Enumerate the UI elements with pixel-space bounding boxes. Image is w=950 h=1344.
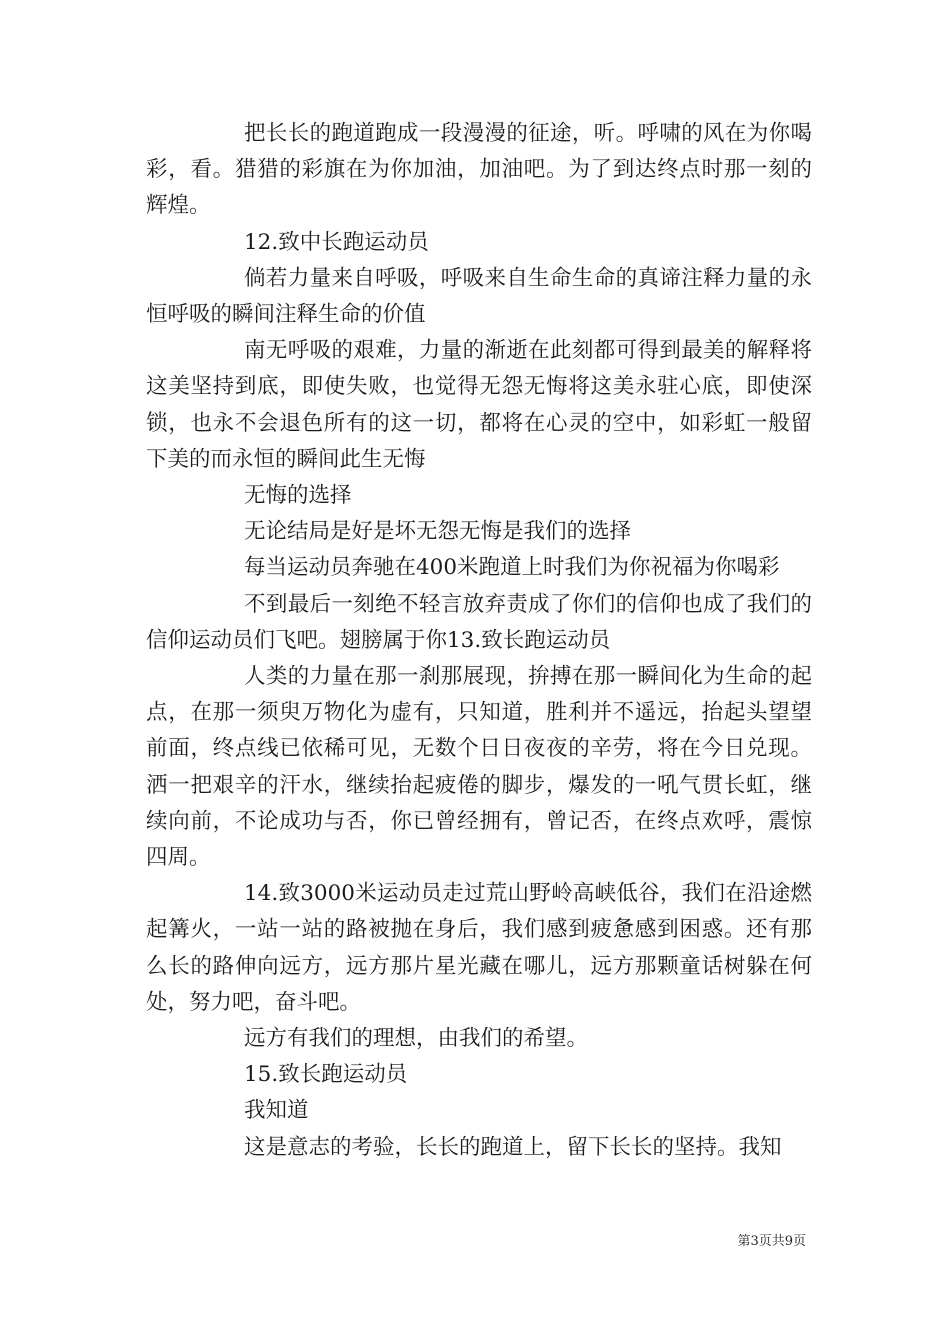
paragraph: 无论结局是好是坏无怨无悔是我们的选择 bbox=[244, 519, 632, 545]
paragraph: 南无呼吸的艰难，力量的渐逝在此刻都可得到最美的解释将这美坚持到底，即使失败，也觉得无怨无悔将这美永驻心底，即使深锁，也永不会退色所有的这一切，都将在心灵的空中，如彩虹一般留下美的而永恒的瞬间此生无悔 bbox=[146, 338, 812, 472]
paragraph: 无悔的选择 bbox=[244, 483, 352, 509]
section-heading: 15.致长跑运动员 bbox=[244, 1062, 408, 1088]
paragraph: 倘若力量来自呼吸，呼吸来自生命生命的真谛注释力量的永恒呼吸的瞬间注释生命的价值 bbox=[146, 265, 812, 328]
paragraph: 不到最后一刻绝不轻言放弃责成了你们的信仰也成了我们的信仰运动员们飞吧。翅膀属于你13.致长跑运动员 bbox=[146, 591, 812, 653]
body-text bbox=[146, 116, 812, 1166]
page-number-footer: 第3页共9页 bbox=[737, 1234, 806, 1249]
paragraph: 这是意志的考验，长长的跑道上，留下长长的坚持。我知 bbox=[244, 1134, 782, 1160]
section-heading: 12.致中长跑运动员 bbox=[244, 229, 429, 255]
paragraph: 14.致3000米运动员走过荒山野岭高峡低谷，我们在沿途燃起篝火，一站一站的路被抛在身后，我们感到疲惫感到困惑。还有那么长的路伸向远方，远方那片星光藏在哪儿，远方那颗童话树躲在何处，努力吧，奋斗吧。 bbox=[146, 881, 812, 1015]
paragraph: 把长长的跑道跑成一段漫漫的征途，听。呼啸的风在为你喝彩，看。猎猎的彩旗在为你加油，加油吧。为了到达终点时那一刻的辉煌。 bbox=[146, 121, 812, 219]
paragraph: 人类的力量在那一刹那展现，拚搏在那一瞬间化为生命的起点，在那一须臾万物化为虚有，只知道，胜利并不遥远，抬起头望望前面，终点线已依稀可见，无数个日日夜夜的辛劳，将在今日兑现。洒一把艰辛的汗水，继续抬起疲倦的脚步，爆发的一吼气贯长虹，继续向前，不论成功与否，你已曾经拥有，曾记否，在终点欢呼，震惊四周。 bbox=[146, 664, 812, 871]
paragraph: 我知道 bbox=[244, 1098, 309, 1124]
paragraph: 远方有我们的理想，由我们的希望。 bbox=[244, 1026, 589, 1052]
paragraph: 每当运动员奔驰在400米跑道上时我们为你祝福为你喝彩 bbox=[244, 555, 780, 581]
